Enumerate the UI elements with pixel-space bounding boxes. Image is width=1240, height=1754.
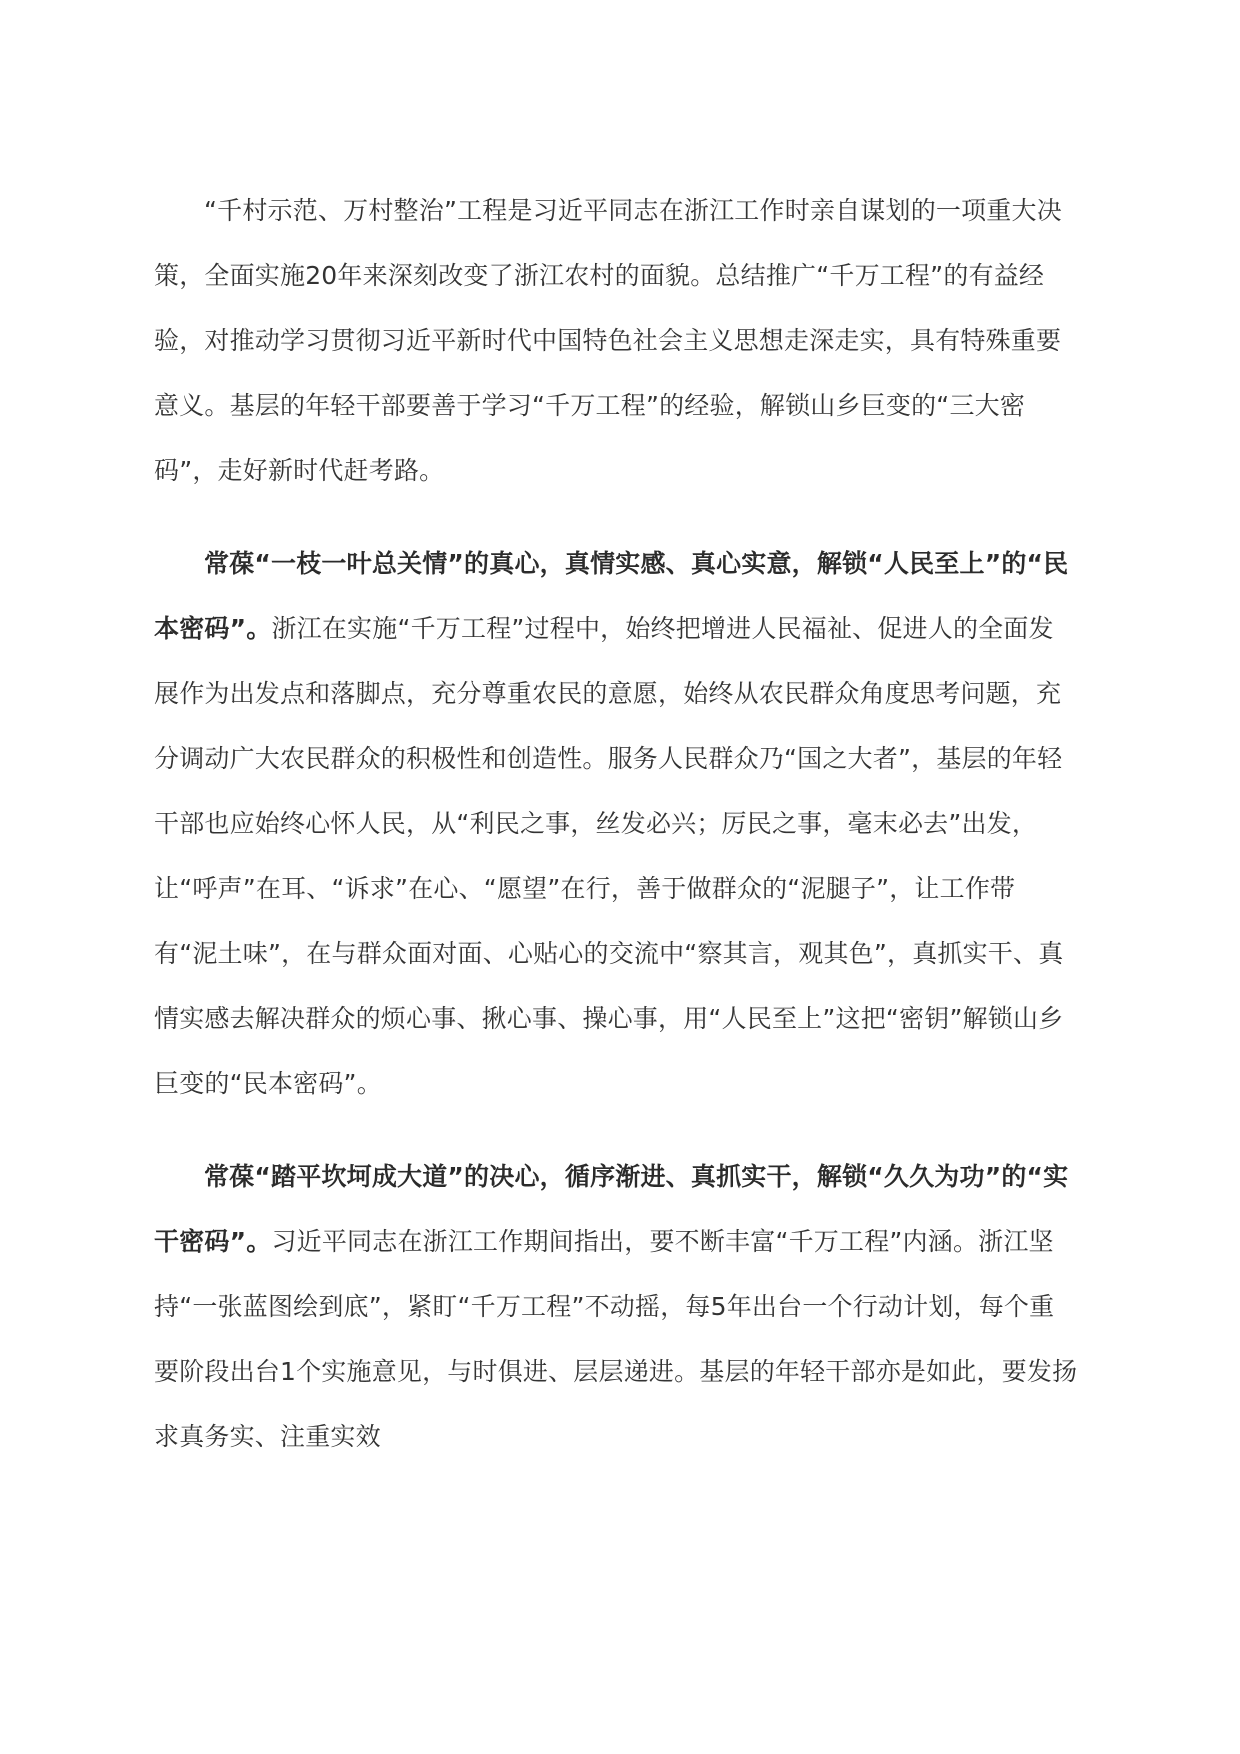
document-page (154, 178, 1078, 1469)
paragraph-lead: 常葆“一枝一叶总关情”的真心，真情实感、真心实意，解锁“人民至上”的“民本密码”。 (154, 549, 1069, 643)
paragraph-body: 习近平同志在浙江工作期间指出，要不断丰富“千万工程”内涵。浙江坚持“一张蓝图绘到底”，紧盯“千万工程”不动摇，每5年出台一个行动计划，每个重要阶段出台1个实施意见，与时俱进、层层递进。基层的年轻干部亦是如此，要发扬求真务实、注重实效 (154, 1227, 1078, 1451)
paragraph-intro (154, 178, 1078, 503)
paragraph-body: “千村示范、万村整治”工程是习近平同志在浙江工作时亲自谋划的一项重大决策，全面实施20年来深刻改变了浙江农村的面貌。总结推广“千万工程”的有益经验，对推动学习贯彻习近平新时代中国特色社会主义思想走深走实，具有特殊重要意义。基层的年轻干部要善于学习“千万工程”的经验，解锁山乡巨变的“三大密码”，走好新时代赶考路。 (154, 196, 1062, 485)
paragraph-body: 浙江在实施“千万工程”过程中，始终把增进人民福祉、促进人的全面发展作为出发点和落脚点，充分尊重农民的意愿，始终从农民群众角度思考问题，充分调动广大农民群众的积极性和创造性。服务人民群众乃“国之大者”，基层的年轻干部也应始终心怀人民，从“利民之事，丝发必兴；厉民之事，毫末必去”出发，让“呼声”在耳、“诉求”在心、“愿望”在行，善于做群众的“泥腿子”，让工作带有“泥土味”，在与群众面对面、心贴心的交流中“察其言，观其色”，真抓实干、真情实感去解决群众的烦心事、揪心事、操心事，用“人民至上”这把“密钥”解锁山乡巨变的“民本密码”。 (154, 614, 1064, 1098)
paragraph-persistence (154, 1144, 1078, 1469)
paragraph-lead: 常葆“踏平坎坷成大道”的决心，循序渐进、真抓实干，解锁“久久为功”的“实干密码”。 (154, 1162, 1069, 1256)
paragraph-people-first (154, 531, 1078, 1116)
